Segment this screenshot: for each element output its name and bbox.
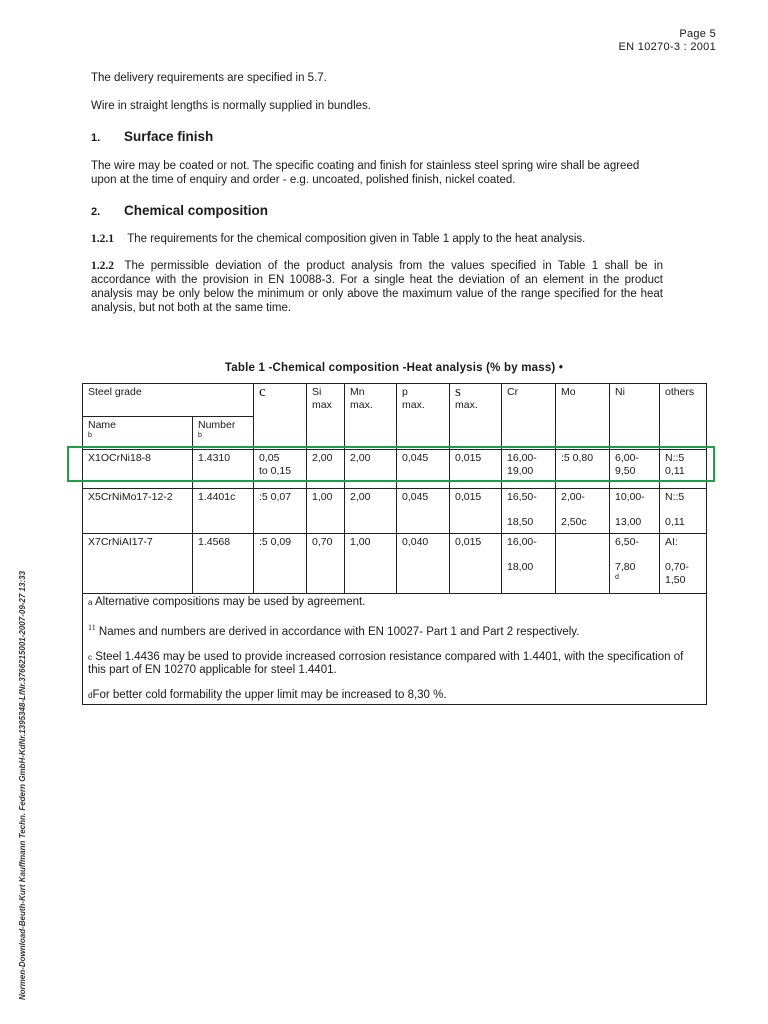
value-ni: 10,00- 13,00 xyxy=(610,489,660,534)
header-number: Number b xyxy=(193,417,254,450)
download-watermark: Normen-Download-Beuth-Kurt Kauffmann Techn. Federn GmbH-KdNr.1395348-LfNr.3766215001-2007-09-27 13:33 xyxy=(18,570,27,1000)
chemical-composition-table xyxy=(82,383,707,705)
table-notes xyxy=(83,594,707,705)
note-a: a Alternative compositions may be used by agreement. xyxy=(88,596,366,608)
surface-finish-paragraph: The wire may be coated or not. The specific coating and finish for stainless steel spring wire shall be agreed upon at the time of enquiry and order - e.g. uncoated, polished finish, nickel coated. xyxy=(91,160,640,186)
value-others: N::5 0,11 xyxy=(660,450,707,489)
clause-1-2-2 xyxy=(91,259,663,315)
clause-1-2-1-text: The requirements for the chemical composition given in Table 1 apply to the heat analysis. xyxy=(127,233,586,245)
header-others: others xyxy=(660,384,707,450)
table-notes-row xyxy=(83,594,707,705)
value-mn: 1,00 xyxy=(345,534,397,594)
steel-number: 1.4310 xyxy=(193,450,254,489)
value-p: 0,045 xyxy=(397,450,450,489)
value-c: 0,05 to 0,15 xyxy=(254,450,307,489)
value-s: 0,015 xyxy=(450,534,502,594)
value-cr: 16,00- 19,00 xyxy=(502,450,556,489)
value-mo xyxy=(556,534,610,594)
header-ni: Ni xyxy=(610,384,660,450)
value-cr: 16,50- 18,50 xyxy=(502,489,556,534)
clause-1-2-2-text: The permissible deviation of the product analysis from the values specified in Table 1 shall be in accordance with the provision in EN 10088-3. For a single heat the deviation of an element in the product analysis may be only below the minimum or only above the maximum value of the range specified for the heat analysis, but not both at the same time. xyxy=(91,260,663,314)
note-b: $^{11}$ Names and numbers are derived in accordance with EN 10027- Part 1 and Part 2 respectively. xyxy=(88,623,580,638)
delivery-paragraph: The delivery requirements are specified in 5.7. xyxy=(91,72,327,84)
note-c: c Steel 1.4436 may be used to provide increased corrosion resistance compared with 1.4401, with the specification of this part of EN 10270 applicable for steel 1.4401. xyxy=(88,650,684,676)
steel-name: X1OCrNi18-8 xyxy=(83,450,193,489)
table-row xyxy=(83,450,707,489)
value-cr: 16,00- 18,00 xyxy=(502,534,556,594)
section-1-title: Surface finish xyxy=(124,129,214,144)
header-mo: Mo xyxy=(556,384,610,450)
value-ni: 6,50- 7,80 d xyxy=(610,534,660,594)
value-others: AI: 0,70- 1,50 xyxy=(660,534,707,594)
value-ni: 6,00- 9,50 xyxy=(610,450,660,489)
value-mo: :5 0,80 xyxy=(556,450,610,489)
page-header xyxy=(619,28,716,54)
section-1-number: 1. xyxy=(91,132,101,144)
value-si: 1,00 xyxy=(307,489,345,534)
bundles-paragraph: Wire in straight lengths is normally supplied in bundles. xyxy=(91,100,371,112)
steel-number: 1.4568 xyxy=(193,534,254,594)
steel-number: 1.4401c xyxy=(193,489,254,534)
value-p: 0,040 xyxy=(397,534,450,594)
standard-id: EN 10270-3 : 2001 xyxy=(618,41,716,53)
value-c: :5 0,09 xyxy=(254,534,307,594)
value-mo: 2,00- 2,50c xyxy=(556,489,610,534)
header-cr: Cr xyxy=(502,384,556,450)
header-s: s max. xyxy=(450,384,502,450)
value-si: 0,70 xyxy=(307,534,345,594)
clause-1-2-1-number: 1.2.1 xyxy=(91,233,114,245)
table-row xyxy=(83,489,707,534)
header-row-1 xyxy=(83,384,707,417)
clause-1-2-2-number: 1.2.2 xyxy=(91,260,114,272)
header-si: Si max xyxy=(307,384,345,450)
section-2-title: Chemical composition xyxy=(124,203,269,218)
header-p: p max. xyxy=(397,384,450,450)
header-c: c xyxy=(254,384,307,450)
steel-name: X5CrNiMo17-12-2 xyxy=(83,489,193,534)
page-number: Page 5 xyxy=(679,28,716,40)
header-name: Name b xyxy=(83,417,193,450)
value-others: N::5 0,11 xyxy=(660,489,707,534)
header-steel-grade: Steel grade xyxy=(83,384,254,417)
table-title: Table 1 -Chemical composition -Heat analysis (% by mass) • xyxy=(224,362,564,374)
value-s: 0,015 xyxy=(450,489,502,534)
value-p: 0,045 xyxy=(397,489,450,534)
value-mn: 2,00 xyxy=(345,489,397,534)
steel-name: X7CrNiAI17-7 xyxy=(83,534,193,594)
section-2-number: 2. xyxy=(91,206,101,218)
value-s: 0,015 xyxy=(450,450,502,489)
table-row xyxy=(83,534,707,594)
header-mn: Mn max. xyxy=(345,384,397,450)
value-c: :5 0,07 xyxy=(254,489,307,534)
value-si: 2,00 xyxy=(307,450,345,489)
clause-1-2-1 xyxy=(91,232,663,246)
note-d: dFor better cold formability the upper limit may be increased to 8,30 %. xyxy=(88,688,447,701)
value-mn: 2,00 xyxy=(345,450,397,489)
